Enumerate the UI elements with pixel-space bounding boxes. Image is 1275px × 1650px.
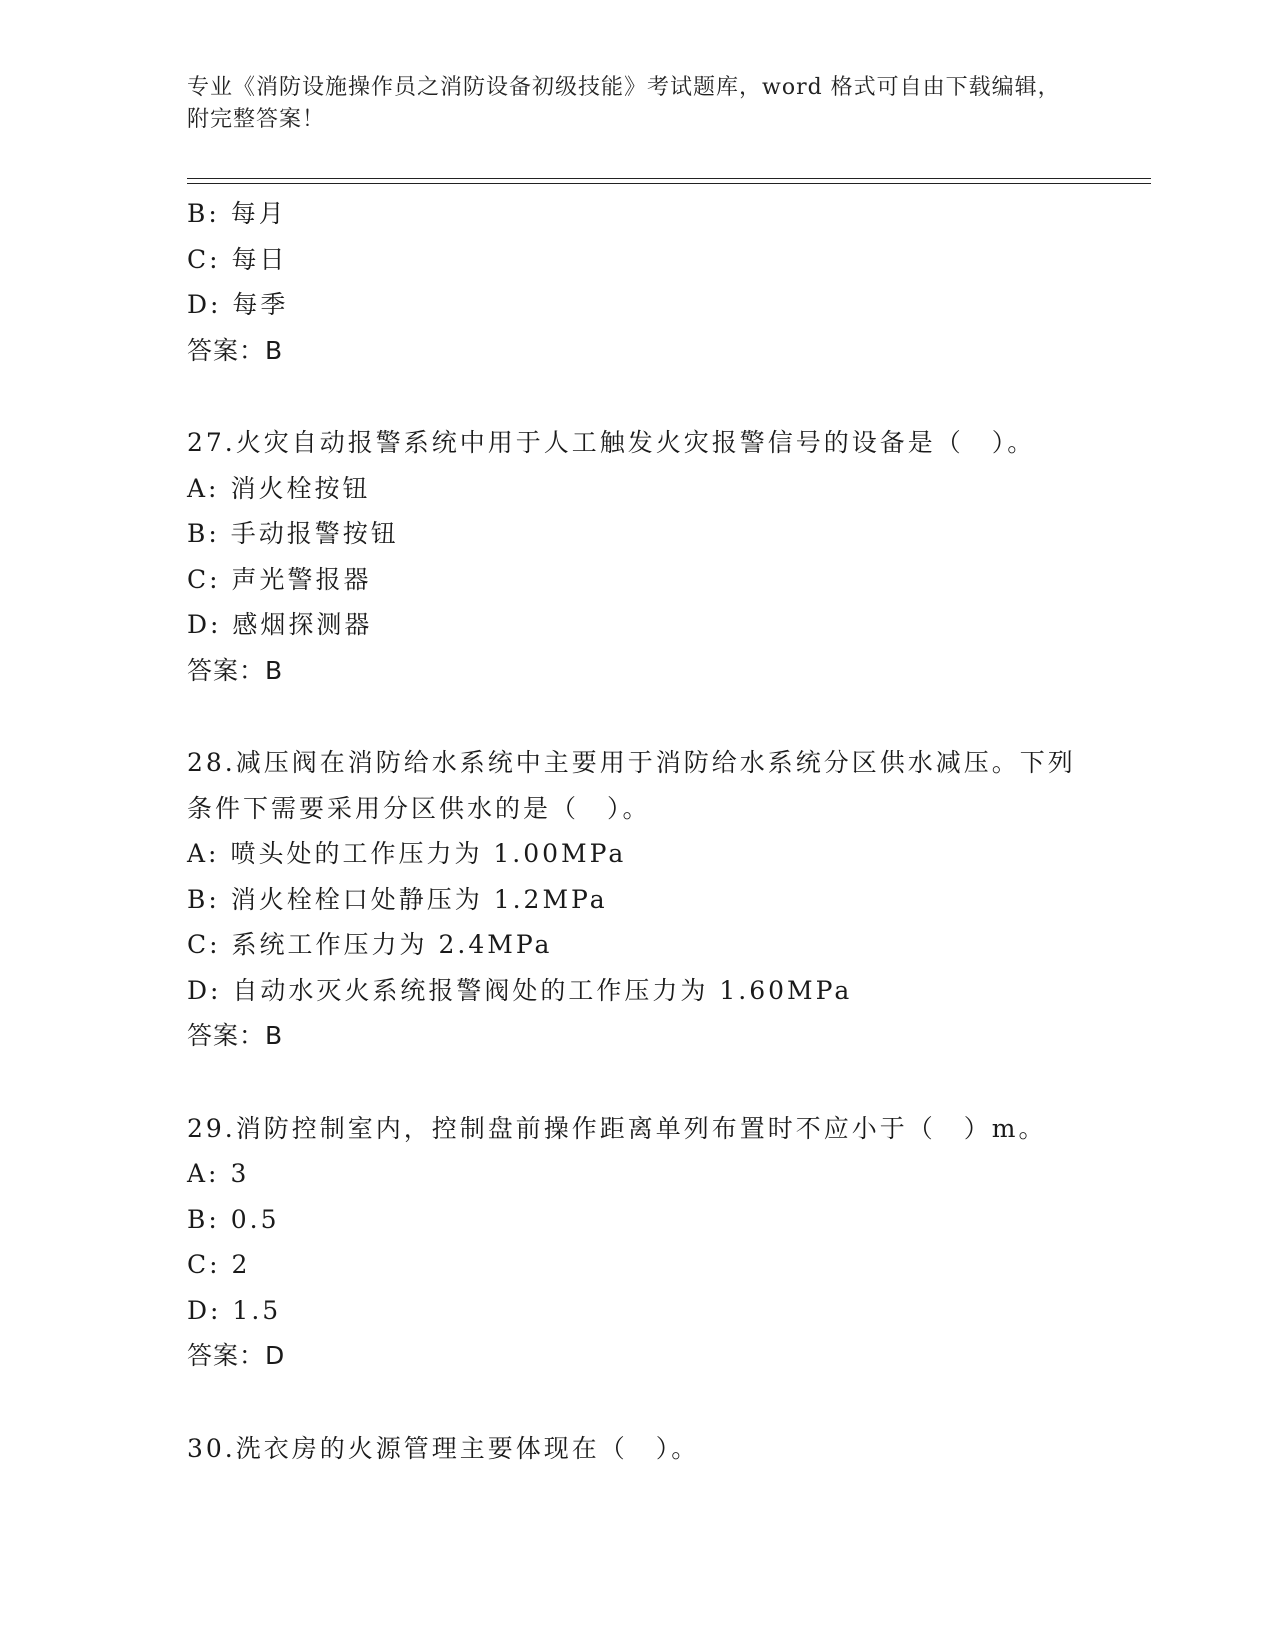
option-c: C: 声光警报器	[187, 564, 372, 594]
option-d: D: 自动水灭火系统报警阀处的工作压力为 1.60MPa	[187, 975, 853, 1005]
document-header: 专业《消防设施操作员之消防设备初级技能》考试题库，word 格式可自由下载编辑，附完整答案！	[187, 75, 1061, 132]
question-stem: 29.消防控制室内，控制盘前操作距离单列布置时不应小于（ ）m。	[187, 1113, 1047, 1143]
question-30	[187, 1426, 1087, 1472]
question-27	[187, 420, 1087, 693]
header-divider-bottom	[187, 183, 1151, 184]
answer-line: 答案：B	[187, 335, 284, 365]
option-b: B: 每月	[187, 199, 287, 228]
option-a: A: 消火栓按钮	[187, 473, 371, 503]
header-divider-top	[187, 178, 1151, 179]
question-28	[187, 740, 1087, 1059]
question-stem: 27.火灾自动报警系统中用于人工触发火灾报警信号的设备是（ ）。	[187, 428, 1036, 457]
option-b: B: 0.5	[187, 1204, 280, 1234]
option-d: D: 感烟探测器	[187, 610, 373, 639]
option-d: D: 1.5	[187, 1295, 282, 1325]
option-c: C: 2	[187, 1250, 251, 1279]
option-c: C: 系统工作压力为 2.4MPa	[187, 930, 553, 959]
option-a: A: 3	[187, 1159, 250, 1188]
question-29	[187, 1106, 1087, 1379]
question-list	[187, 191, 1087, 1471]
answer-line: 答案：D	[187, 1341, 286, 1370]
option-d: D: 每季	[187, 290, 289, 319]
option-c: C: 每日	[187, 244, 288, 274]
answer-line: 答案：B	[187, 655, 284, 685]
option-b: B: 手动报警按钮	[187, 519, 399, 548]
question-stem: 30.洗衣房的火源管理主要体现在（ ）。	[187, 1433, 700, 1463]
option-a: A: 喷头处的工作压力为 1.00MPa	[187, 839, 627, 868]
question-fragment-26	[187, 191, 1087, 373]
option-b: B: 消火栓栓口处静压为 1.2MPa	[187, 884, 608, 914]
question-stem: 28.减压阀在消防给水系统中主要用于消防给水系统分区供水减压。下列条件下需要采用分区供水的是（ ）。	[187, 748, 1076, 823]
answer-line: 答案：B	[187, 1021, 284, 1050]
